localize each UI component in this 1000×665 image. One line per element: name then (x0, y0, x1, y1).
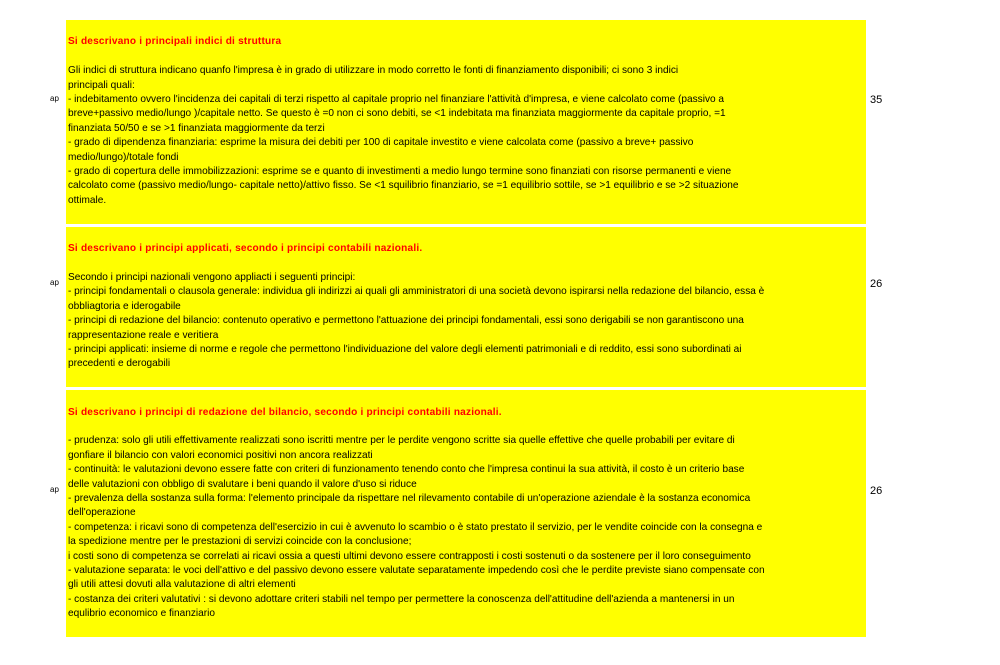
question-cell[interactable] (66, 390, 866, 637)
answer-text: Secondo i principi nazionali vengono appliacti i seguenti principi: - principi fondamentali o clausola generale: individua gli indirizzi ai quali gli amministratori di una società devono ispirarsi nella redazione del bilancio, essa è obbliagtoria e iderogabile - principi di redazione del bilancio: contenuto operativo e permettono l'attuazione dei principi fondamentali, essi sono derigabili se non garantiscono una rappresentazione reale e veritiera - principi applicati: insieme di norme e regole che permettono l'individuazione del valore degli elementi patrimoniali e di reddito, essi sono subordinati ai precedenti e derogabili (68, 271, 765, 370)
answer-text: Gli indici di struttura indicano quanfo l'impresa è in grado di utilizzare in modo corretto le fonti di finanziamento disponibili; ci sono 3 indici principali quali: - indebitamento ovvero l'incidenza dei capitali di terzi rispetto al capitale proprio nel finanziare l'attività d'impresa, e viene calcolato come (passivo a breve+passivo medio/lungo )/capitale netto. Se questo è =0 non ci sono debiti, se <1 indebitata ma finanziata maggiormente da capitale proprio, =1 finanziata 50/50 e se >1 finanziata maggiormente da terzi - grado di dipendenza finanziaria: esprime la misura dei debiti per 100 di capitale investito e viene calcolata come (passivo a breve+ passivo medio/lungo)/totale fondi - grado di copertura delle immobilizzazioni: esprime se e quanto di investimenti a medio lungo termine sono finanziati con risorse permanenti e viene calcolato come (passivo medio/lungo- capitale netto)/attivo fisso. Se <1 squilibrio finanziario, se =1 equilibrio sottile, se >1 equilibrio e se >2 situazione ottimale. (68, 65, 739, 206)
answer-text: - prudenza: solo gli utili effettivamente realizzati sono iscritti mentre per le perdite vengono scritte sia quelle effettive che quelle probabili per evitare di gonfiare il bilancio con valori economici positivi non ancora realizzati - continuità: le valutazioni devono essere fatte con criteri di funzionamento tenendo conto che l'impresa continui la sua attività, il costo è un criterio base delle valutazioni con obbligo di svalutare i beni quando il valore d'uso si riduce - prevalenza della sostanza sulla forma: l'elemento principale da rispettare nel rilevamento contabile di un'operazione aziendale è la sostanza economica dell'operazione - competenza: i ricavi sono di competenza dell'esercizio in cui è avvenuto lo scambio o è stato prestato il servizio, per le vendite coincide con la consegna e la spedizione mentre per le prestazioni di servizi coincide con la conclusione; i costi sono di competenza se correlati ai ricavi ossia a questi ultimi devono essere contrapposti i costi sostenuti o da sostenere per il loro conseguimento - valutazione separata: le voci dell'attivo e del passivo devono essere valutate separatamente impedendo così che le perdite previste siano compensate con gli utili attesi dovuti alla valutazione di altri elementi - costanza dei criteri valutativi : si devono adottare criteri stabili nel tempo per permettere la conoscenza dell'attitudine dell'azienda a mantenersi in un equlibrio economico e finanziario (68, 435, 765, 620)
table-row (0, 227, 1000, 387)
question-cell[interactable] (66, 227, 866, 387)
score-value: 26 (870, 277, 883, 290)
question-title: Si descrivano i principi di redazione del bilancio, secondo i principi contabili nazionali. (68, 406, 502, 418)
question-title: Si descrivano i principali indici di struttura (68, 36, 282, 48)
spreadsheet-sheet (0, 20, 1000, 640)
row-tag: ap (50, 277, 59, 287)
table-row (0, 390, 1000, 637)
row-tag: ap (50, 94, 59, 103)
row-tag: ap (50, 485, 59, 495)
score-value: 35 (870, 94, 883, 106)
score-value: 26 (870, 485, 883, 498)
question-title: Si descrivano i principi applicati, secondo i principi contabili nazionali. (68, 243, 423, 255)
question-cell[interactable] (66, 20, 866, 224)
table-row (0, 20, 1000, 224)
